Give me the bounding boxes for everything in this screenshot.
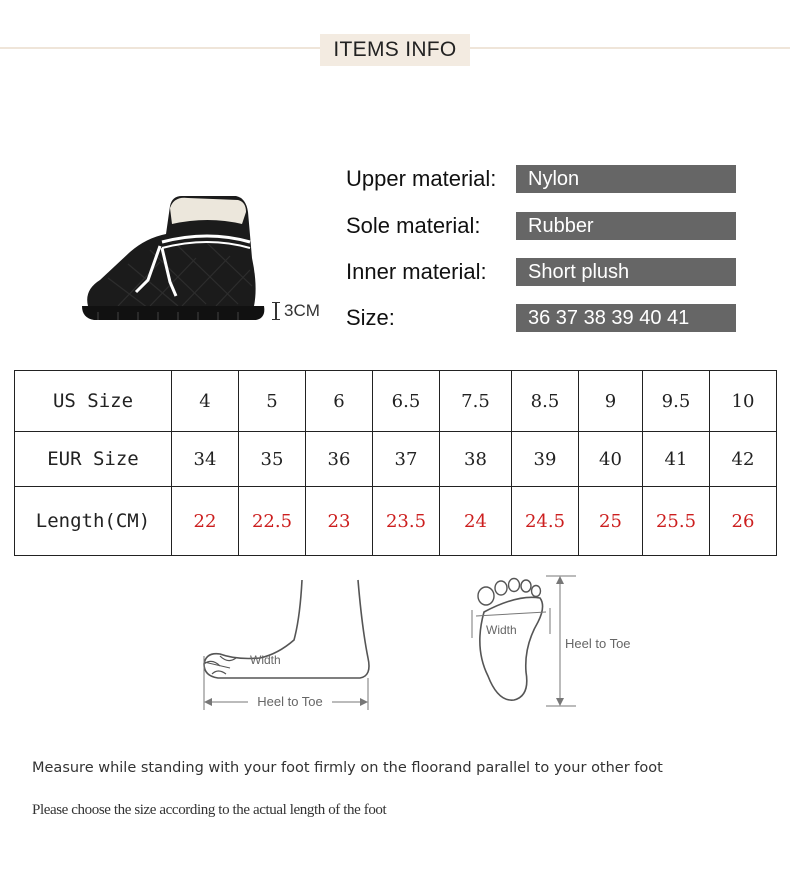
measure-instruction-text: Measure while standing with your foot firmly on the floorand parallel to your other foot — [32, 760, 663, 776]
us-size-header: US Size — [15, 371, 172, 432]
sole-length-label: Heel to Toe — [565, 636, 631, 651]
inner-material-label: Inner material: — [346, 259, 487, 284]
length-cell: 23 — [306, 487, 373, 556]
us-size-row — [15, 371, 777, 432]
size-value: 36 37 38 39 40 41 — [516, 304, 736, 332]
upper-material-label: Upper material: — [346, 166, 497, 191]
us-size-cell: 6 — [306, 371, 373, 432]
foot-sole-diagram — [468, 572, 688, 714]
eur-size-cell: 40 — [579, 432, 643, 487]
sole-width-label: Width — [486, 623, 517, 637]
length-cell: 24 — [440, 487, 512, 556]
inner-material-value: Short plush — [516, 258, 736, 286]
us-size-cell: 9 — [579, 371, 643, 432]
heel-height-indicator — [272, 301, 320, 321]
side-width-label: Width — [250, 653, 281, 667]
us-size-cell: 4 — [172, 371, 239, 432]
us-size-cell: 7.5 — [440, 371, 512, 432]
sole-material-label: Sole material: — [346, 213, 481, 238]
length-row — [15, 487, 777, 556]
sole-material-value: Rubber — [516, 212, 736, 240]
eur-size-cell: 34 — [172, 432, 239, 487]
eur-size-cell: 38 — [440, 432, 512, 487]
eur-size-cell: 35 — [239, 432, 306, 487]
length-header: Length(CM) — [15, 487, 172, 556]
length-cell: 24.5 — [512, 487, 579, 556]
us-size-cell: 5 — [239, 371, 306, 432]
eur-size-cell: 41 — [643, 432, 710, 487]
product-boot-image — [78, 188, 268, 328]
heel-height-value: 3CM — [284, 301, 320, 320]
length-cell: 22.5 — [239, 487, 306, 556]
eur-size-cell: 37 — [373, 432, 440, 487]
size-choice-instruction-text: Please choose the size according to the actual length of the foot — [32, 802, 387, 818]
header-divider-right — [470, 47, 790, 49]
eur-size-row — [15, 432, 777, 487]
length-cell: 26 — [710, 487, 777, 556]
size-chart-table — [14, 370, 777, 556]
length-cell: 25.5 — [643, 487, 710, 556]
eur-size-cell: 42 — [710, 432, 777, 487]
size-label: Size: — [346, 305, 395, 330]
us-size-cell: 10 — [710, 371, 777, 432]
section-title: ITEMS INFO — [320, 34, 470, 66]
side-length-label: Heel to Toe — [257, 694, 323, 709]
length-cell: 22 — [172, 487, 239, 556]
us-size-cell: 8.5 — [512, 371, 579, 432]
length-cell: 23.5 — [373, 487, 440, 556]
us-size-cell: 9.5 — [643, 371, 710, 432]
header-divider-left — [0, 47, 320, 49]
height-bracket-icon — [272, 302, 280, 320]
eur-size-cell: 36 — [306, 432, 373, 487]
eur-size-header: EUR Size — [15, 432, 172, 487]
upper-material-value: Nylon — [516, 165, 736, 193]
eur-size-cell: 39 — [512, 432, 579, 487]
us-size-cell: 6.5 — [373, 371, 440, 432]
foot-side-diagram — [190, 578, 380, 718]
length-cell: 25 — [579, 487, 643, 556]
